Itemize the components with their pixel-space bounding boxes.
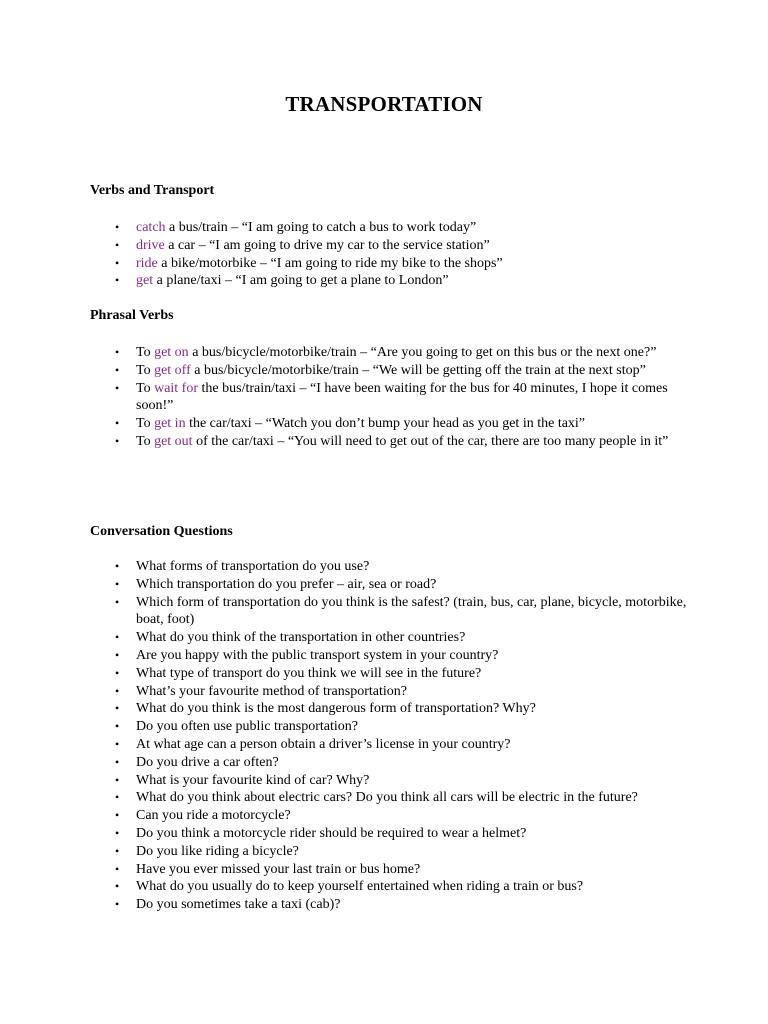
bullet-icon: • <box>115 345 120 359</box>
bullet-icon: • <box>115 237 120 252</box>
bullet-icon: • <box>115 433 120 448</box>
list-item: • Have you ever missed your last train or bus home? <box>115 861 421 877</box>
bullet-icon: • <box>115 594 120 609</box>
bullet-icon: • <box>115 416 120 431</box>
bullet-icon: • <box>115 683 120 698</box>
list-item: • What do you think of the transportation in other countries? <box>115 630 466 646</box>
list-item: • Do you sometimes take a taxi (cab)? <box>115 897 341 913</box>
bullet-icon: • <box>115 576 120 591</box>
bullet-icon: • <box>115 790 120 805</box>
verb-highlight: wait for <box>154 380 199 396</box>
verb-highlight: catch <box>136 220 166 235</box>
bullet-icon: • <box>115 559 120 573</box>
bullet-icon: • <box>115 879 120 894</box>
conversation-questions-list <box>0 558 768 914</box>
list-item: • catch a bus/train – “I am going to catch a bus to work today” <box>115 220 477 235</box>
section-heading-phrasal-verbs: Phrasal Verbs <box>90 308 174 323</box>
bullet-icon: • <box>115 273 120 288</box>
list-item: • Which transportation do you prefer – air, sea or road? <box>115 576 437 592</box>
list-item: • Are you happy with the public transport system in your country? <box>115 647 499 663</box>
bullet-icon: • <box>115 220 120 234</box>
list-item: • Do you like riding a bicycle? <box>115 843 299 859</box>
list-item: • To get in the car/taxi – “Watch you don’t bump your head as you get in the taxi” <box>115 416 586 432</box>
list-item: • To get on a bus/bicycle/motorbike/train – “Are you going to get on this bus or the next one?” <box>115 345 657 360</box>
bullet-icon: • <box>115 380 120 395</box>
phrasal-verbs-list <box>0 344 768 451</box>
list-item: • Do you drive a car often? <box>115 754 279 770</box>
list-item: • Which form of transportation do you think is the safest? (train, bus, car, plane, bicycle, motorbike, boat, foot) <box>115 594 687 628</box>
list-item: • What do you usually do to keep yourself entertained when riding a train or bus? <box>115 879 584 895</box>
bullet-icon: • <box>115 630 120 645</box>
bullet-icon: • <box>115 701 120 716</box>
list-item: • What type of transport do you think we will see in the future? <box>115 665 482 681</box>
verb-highlight: get <box>136 273 154 289</box>
verb-highlight: get on <box>154 345 189 360</box>
list-item: • What’s your favourite method of transportation? <box>115 683 407 699</box>
verb-highlight: get off <box>154 362 191 378</box>
bullet-icon: • <box>115 843 120 858</box>
verbs-transport-list <box>0 219 768 290</box>
bullet-icon: • <box>115 772 120 787</box>
list-item: • At what age can a person obtain a driver’s license in your country? <box>115 736 511 752</box>
bullet-icon: • <box>115 665 120 680</box>
list-item: • Can you ride a motorcycle? <box>115 808 291 824</box>
list-item: • Do you often use public transportation? <box>115 719 359 735</box>
bullet-icon: • <box>115 754 120 769</box>
bullet-icon: • <box>115 736 120 751</box>
bullet-icon: • <box>115 897 120 912</box>
list-item: • What do you think is the most dangerous form of transportation? Why? <box>115 701 536 717</box>
list-item: • get a plane/taxi – “I am going to get a plane to London” <box>115 273 449 289</box>
bullet-icon: • <box>115 255 120 270</box>
verb-highlight: get in <box>154 416 186 432</box>
bullet-icon: • <box>115 825 120 840</box>
verb-highlight: drive <box>136 237 165 253</box>
bullet-icon: • <box>115 647 120 662</box>
list-item: • What forms of transportation do you use? <box>115 559 370 574</box>
verb-highlight: get out <box>154 433 193 449</box>
bullet-icon: • <box>115 861 120 876</box>
bullet-icon: • <box>115 719 120 734</box>
page-title: TRANSPORTATION <box>285 92 483 116</box>
list-item: • What do you think about electric cars? Do you think all cars will be electric in the future? <box>115 790 638 806</box>
section-heading-conversation-questions: Conversation Questions <box>90 524 233 539</box>
list-item: • To get off a bus/bicycle/motorbike/train – “We will be getting off the train at the next stop” <box>115 362 646 378</box>
bullet-icon: • <box>115 362 120 377</box>
verb-highlight: ride <box>136 255 158 271</box>
list-item: • To wait for the bus/train/taxi – “I have been waiting for the bus for 40 minutes, I hope it comes soon!” <box>115 380 668 414</box>
bullet-icon: • <box>115 808 120 823</box>
list-item: • drive a car – “I am going to drive my car to the service station” <box>115 237 490 253</box>
section-heading-verbs-and-transport: Verbs and Transport <box>90 183 215 198</box>
list-item: • ride a bike/motorbike – “I am going to ride my bike to the shops” <box>115 255 503 271</box>
list-item: • What is your favourite kind of car? Why? <box>115 772 370 788</box>
list-item: • To get out of the car/taxi – “You will need to get out of the car, there are too many people in it” <box>115 433 669 449</box>
list-item: • Do you think a motorcycle rider should be required to wear a helmet? <box>115 825 527 841</box>
